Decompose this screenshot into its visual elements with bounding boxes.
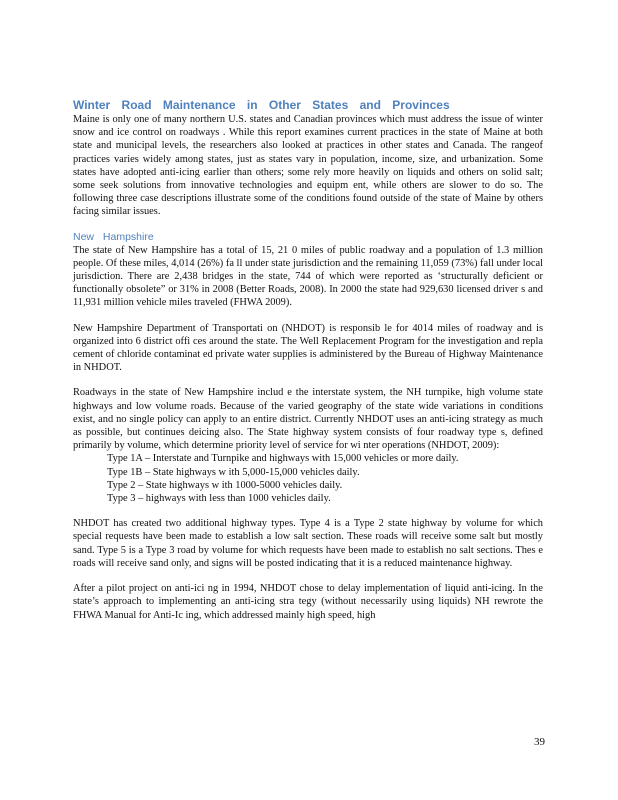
spacer: [73, 570, 543, 582]
intro-paragraph: Maine is only one of many northern U.S. states and Canadian provinces which must address the issue of winter snow and ice control on roadways . While this report examines current practices in the state of Maine at both state and municipal levels, the researchers also looked at practices in other states and Canada. The rangeof practices varies widely among states, just as states vary in population, income, size, and urbanization. Some states have adopted anti-icing earlier than others; some rely more heavily on liquids and others on solid salt; some seek solutions from innovative technologies and equipm ent, while others are slower to do so. The following three case descriptions illustrate some of the conditions found outside of the state of Maine by others facing similar issues.: [73, 114, 543, 218]
spacer: [73, 505, 543, 517]
list-item-text: Type 3 – highways with less than 1000 vehicles daily.: [107, 493, 331, 505]
list-item: [93, 492, 543, 505]
page-number: 39: [534, 736, 545, 748]
page-content: [73, 97, 543, 622]
paragraph-roadways: Roadways in the state of New Hampshire includ e the interstate system, the NH turnpike, high volume state highways and low volume roads. Because of the varied geography of the state wide variations in conditions exist, and no single policy can apply to an entire district. Currently NHDOT uses an anti-icing strategy as much as possible, but continues deicing also. The State highway system consists of four roadway type s, defined primarily by volume, which determine priority level of service for wi nter operations (NHDOT, 2009):: [73, 387, 543, 452]
paragraph-pilot-project: After a pilot project on anti-ici ng in 1994, NHDOT chose to delay implementation of liquid anti-icing. In the state’s approach to implementing an anti-icing stra tegy (without necessarily using liquids) NH rewrote the FHWA Manual for Anti-Ic ing, which addressed mainly high speed, high: [73, 583, 543, 621]
paragraph-nhdot: New Hampshire Department of Transportati on (NHDOT) is responsib le for 4014 miles of roadway and is organized into 6 district offi ces around the state. The Well Replacement Program for the investigation and repla cement of chloride contaminat ed private water supplies is administered by the Bureau of Highway Maintenance in NHDOT.: [73, 322, 543, 374]
paragraph-additional-types: NHDOT has created two additional highway types. Type 4 is a Type 2 state highway by volume for which special requests have been made to establish a low salt section. These roads will receive some salt but mostly sand. Type 5 is a Type 3 road by volume for which requests have been made to establish no salt sections. Thes e roads will receive sand only, and signs will be posted indicating that it is a reduced maintenance highway.: [73, 518, 543, 569]
list-item-text: Type 1B – State highways w ith 5,000-15,000 vehicles daily.: [107, 466, 360, 478]
list-item: [93, 452, 543, 465]
paragraph-nh-stats: The state of New Hampshire has a total of 15, 21 0 miles of public roadway and a population of 1.3 million people. Of these miles, 4,014 (26%) fa ll under state jurisdiction and the remaining 11,059 (73%) fall under local jurisdiction. There are 2,438 bridges in the state, 744 of which were reported as ‘structurally deficient or functionally obsolete” or 31% in 2008 (Better Roads, 2008). In 2000 the state had 929,630 licensed driver s and 11,931 million vehicle miles traveled (FHWA 2009).: [73, 244, 543, 309]
list-item: [93, 479, 543, 492]
spacer: [73, 374, 543, 386]
spacer: [73, 310, 543, 322]
list-item-text: Type 1A – Interstate and Turnpike and highways with 15,000 vehicles or more daily.: [107, 453, 459, 465]
spacer: [73, 219, 543, 230]
list-item-text: Type 2 – State highways w ith 1000-5000 vehicles daily.: [107, 479, 343, 491]
subheading-new-hampshire: New Hampshire: [73, 230, 154, 243]
roadway-types-list: [73, 452, 543, 505]
section-heading: Winter Road Maintenance in Other States and Provinces: [73, 98, 450, 112]
list-item: [93, 466, 543, 479]
